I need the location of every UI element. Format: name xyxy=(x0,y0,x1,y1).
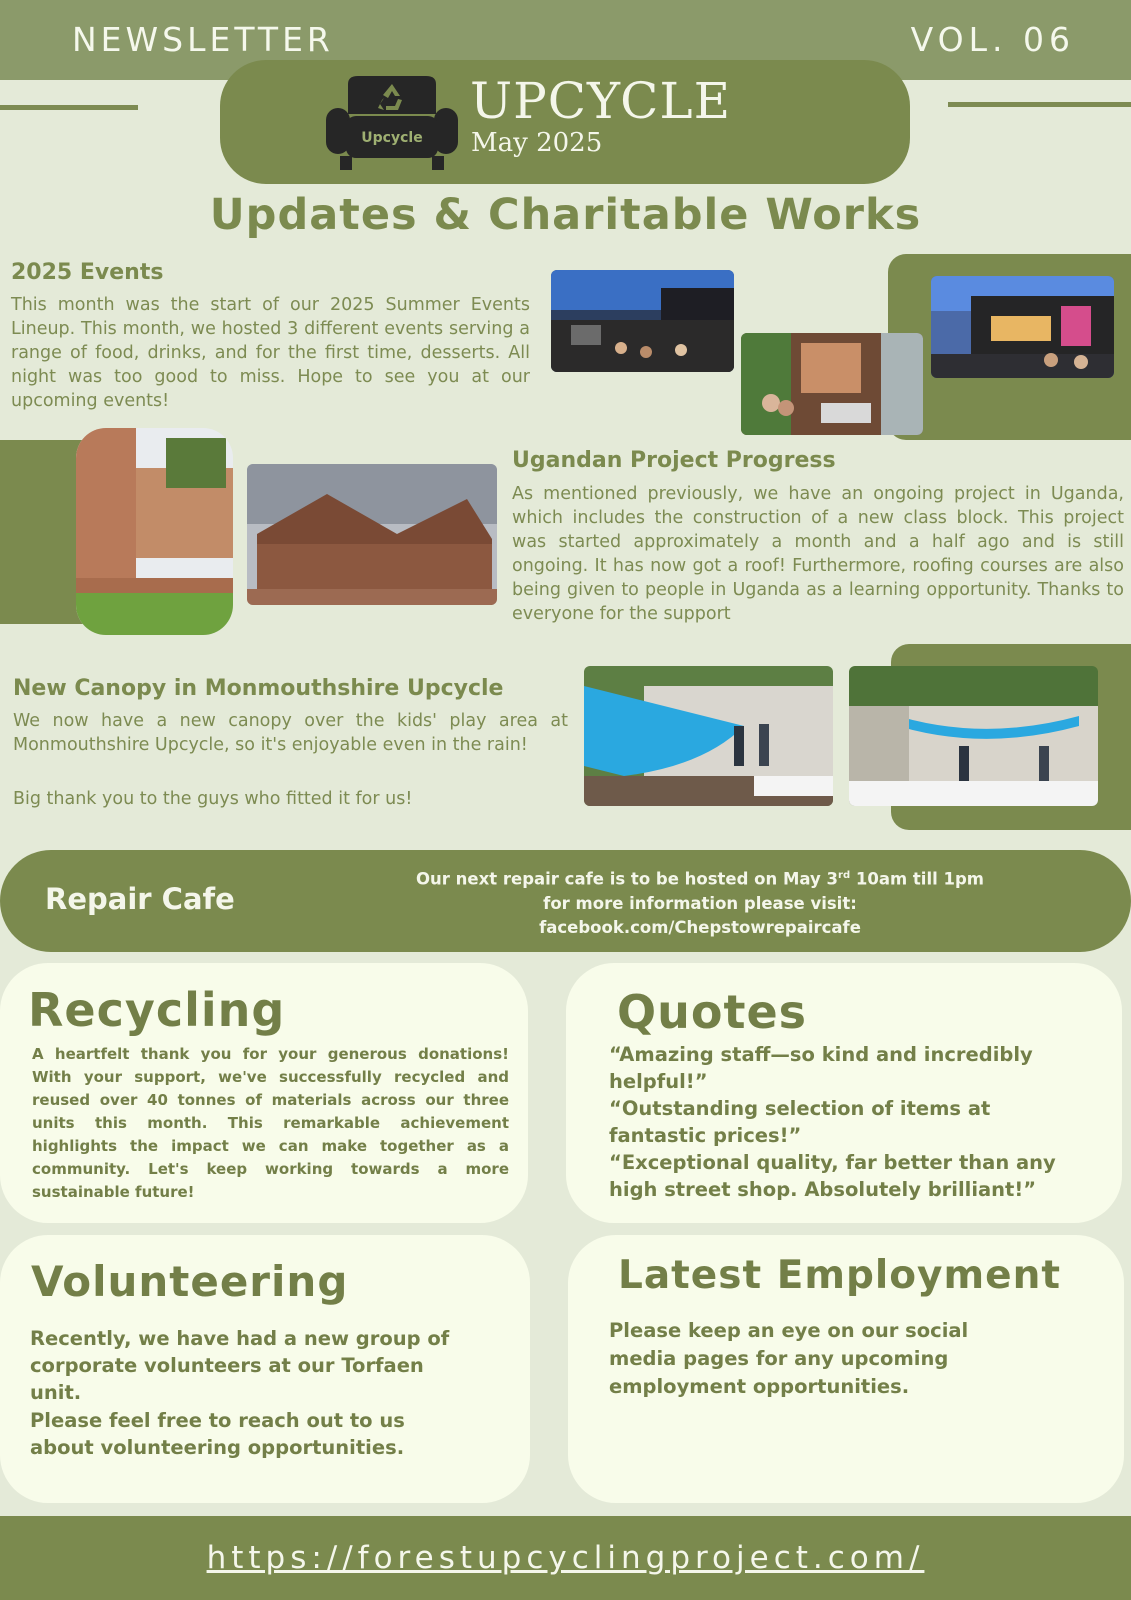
repair-cafe-info: for more information please visit: xyxy=(543,893,857,913)
right-divider xyxy=(948,102,1131,107)
canopy-heading: New Canopy in Monmouthshire Upcycle xyxy=(13,676,504,701)
repair-cafe-date-suffix: rd xyxy=(838,870,851,881)
quotes-list xyxy=(609,1041,1089,1203)
events-photo-night-market xyxy=(551,270,734,372)
volunteering-card xyxy=(0,1235,530,1503)
canopy-photo-right xyxy=(849,666,1098,806)
uganda-heading: Ugandan Project Progress xyxy=(512,448,836,473)
recycling-title: Recycling xyxy=(28,983,286,1037)
volunteering-title: Volunteering xyxy=(31,1257,349,1306)
employment-card xyxy=(568,1235,1124,1503)
quote-item: “Amazing staff—so kind and incredibly helpful!” xyxy=(609,1043,1033,1093)
quotes-title: Quotes xyxy=(617,985,808,1039)
uganda-text: As mentioned previously, we have an ongoing project in Uganda, which includes the construction of a new class block. This project was started approximately a month and a half ago and is still ongoing. It has now got a roof! Furthermore, roofing courses are also being given to people in Uganda as a learning opportunity. Thanks to everyone for the support xyxy=(512,484,1124,624)
uganda-photo-roof xyxy=(247,464,497,605)
events-text: This month was the start of our 2025 Summer Events Lineup. This month, we hosted 3 different events serving a range of food, drinks, and for the first time, desserts. All night was too good to miss. Hope to see you at our upcoming events! xyxy=(11,295,530,411)
quotes-card xyxy=(566,963,1122,1223)
quote-item: “Outstanding selection of items at fantastic prices!” xyxy=(609,1097,991,1147)
repair-cafe-details xyxy=(340,864,1060,940)
website-link[interactable]: https://forestupcyclingproject.com/ xyxy=(206,1540,925,1576)
uganda-photo-wall xyxy=(76,428,233,635)
page-title: Updates & Charitable Works xyxy=(209,190,922,240)
canopy-thanks: Big thank you to the guys who fitted it for us! xyxy=(13,789,413,809)
volume-label: VOL. 06 xyxy=(910,20,1075,59)
repair-cafe-date-text: Our next repair cafe is to be hosted on May 3 xyxy=(416,869,839,889)
repair-cafe-link[interactable]: facebook.com/Chepstowrepaircafe xyxy=(539,917,861,937)
recycling-text: A heartfelt thank you for your generous donations! With your support, we've successfully recycled and reused over 40 tonnes of materials across our three units this month. This remarkable achievement highlights the impact we can make together as a community. Let's keep working towards a more sustainable future! xyxy=(32,1045,509,1201)
repair-cafe-title: Repair Cafe xyxy=(45,882,235,916)
events-heading: 2025 Events xyxy=(11,260,164,285)
logo-text: Upcycle xyxy=(361,130,423,146)
quote-item: “Exceptional quality, far better than any high street shop. Absolutely brilliant!” xyxy=(609,1151,1056,1201)
repair-cafe-banner xyxy=(0,850,1131,952)
events-photo-dessert-stall xyxy=(741,333,923,435)
repair-cafe-date xyxy=(340,864,1060,892)
recycling-card xyxy=(0,963,528,1223)
canopy-photo-left xyxy=(584,666,833,806)
employment-text: Please keep an eye on our social media pages for any upcoming employment opportunities. xyxy=(609,1319,969,1398)
events-photo-food-truck xyxy=(931,276,1114,378)
newsletter-label: NEWSLETTER xyxy=(72,20,334,59)
issue-date: May 2025 xyxy=(471,128,603,158)
brand-name: UPCYCLE xyxy=(470,72,732,130)
sofa-logo xyxy=(326,74,458,178)
canopy-text: We now have a new canopy over the kids' play area at Monmouthshire Upcycle, so it's enjoyable even in the rain! xyxy=(13,711,568,755)
volunteering-invite: Please feel free to reach out to us about volunteering opportunities. xyxy=(30,1409,405,1459)
repair-cafe-time: 10am till 1pm xyxy=(850,869,984,889)
employment-title: Latest Employment xyxy=(618,1253,1061,1298)
volunteering-text: Recently, we have had a new group of corporate volunteers at our Torfaen unit. xyxy=(30,1327,450,1404)
left-divider xyxy=(0,105,138,110)
